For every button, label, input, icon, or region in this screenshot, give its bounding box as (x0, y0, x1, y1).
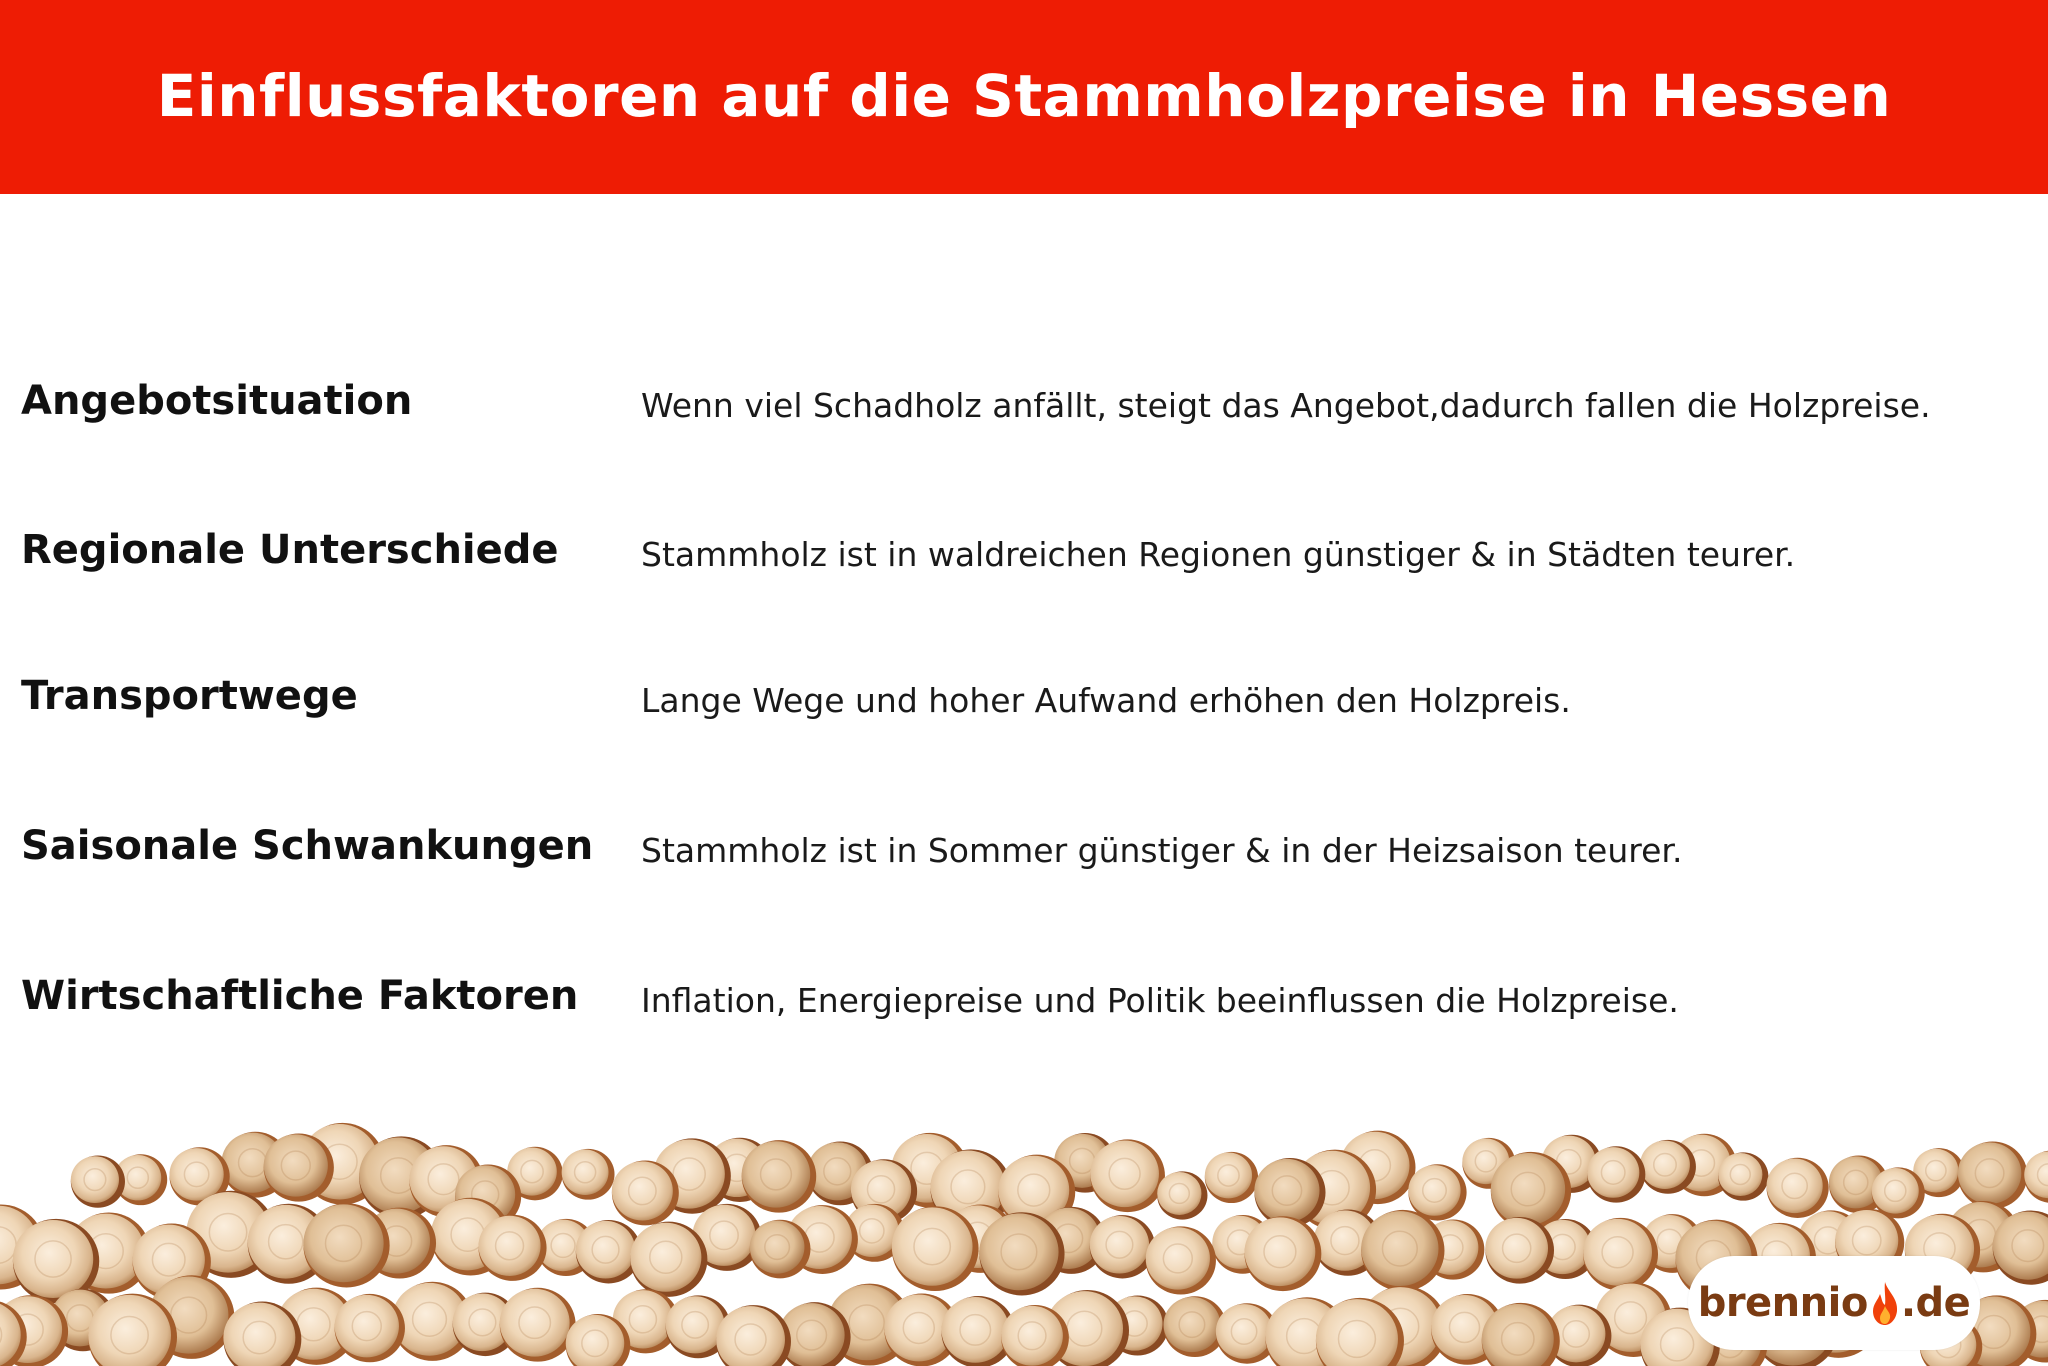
factor-row (0, 823, 2048, 903)
factor-description: Wenn viel Schadholz anfällt, steigt das Angebot,dadurch fallen die Holzpreise. (641, 386, 1931, 425)
factor-description: Lange Wege und hoher Aufwand erhöhen den Holzpreis. (641, 681, 1571, 720)
factor-row (0, 973, 2048, 1053)
page-title: Einflussfaktoren auf die Stammholzpreise in Hessen (156, 62, 1892, 130)
factor-name: Transportwege (21, 673, 358, 719)
factor-row (0, 673, 2048, 753)
brand-logo (1688, 1256, 1980, 1350)
factor-description: Stammholz ist in Sommer günstiger & in der Heizsaison teurer. (641, 831, 1683, 870)
factor-name: Regionale Unterschiede (21, 527, 559, 573)
logo-text-brand: brennio (1697, 1280, 1868, 1326)
factor-row (0, 527, 2048, 607)
factor-row (0, 378, 2048, 458)
factor-description: Stammholz ist in waldreichen Regionen günstiger & in Städten teurer. (641, 535, 1796, 574)
factor-name: Angebotsituation (21, 378, 413, 424)
factor-name: Saisonale Schwankungen (21, 823, 594, 869)
factor-description: Inflation, Energiepreise und Politik beeinflussen die Holzpreise. (641, 981, 1679, 1020)
flame-icon (1870, 1280, 1900, 1326)
factor-name: Wirtschaftliche Faktoren (21, 973, 579, 1019)
logo-text-domain: .de (1900, 1280, 1971, 1326)
